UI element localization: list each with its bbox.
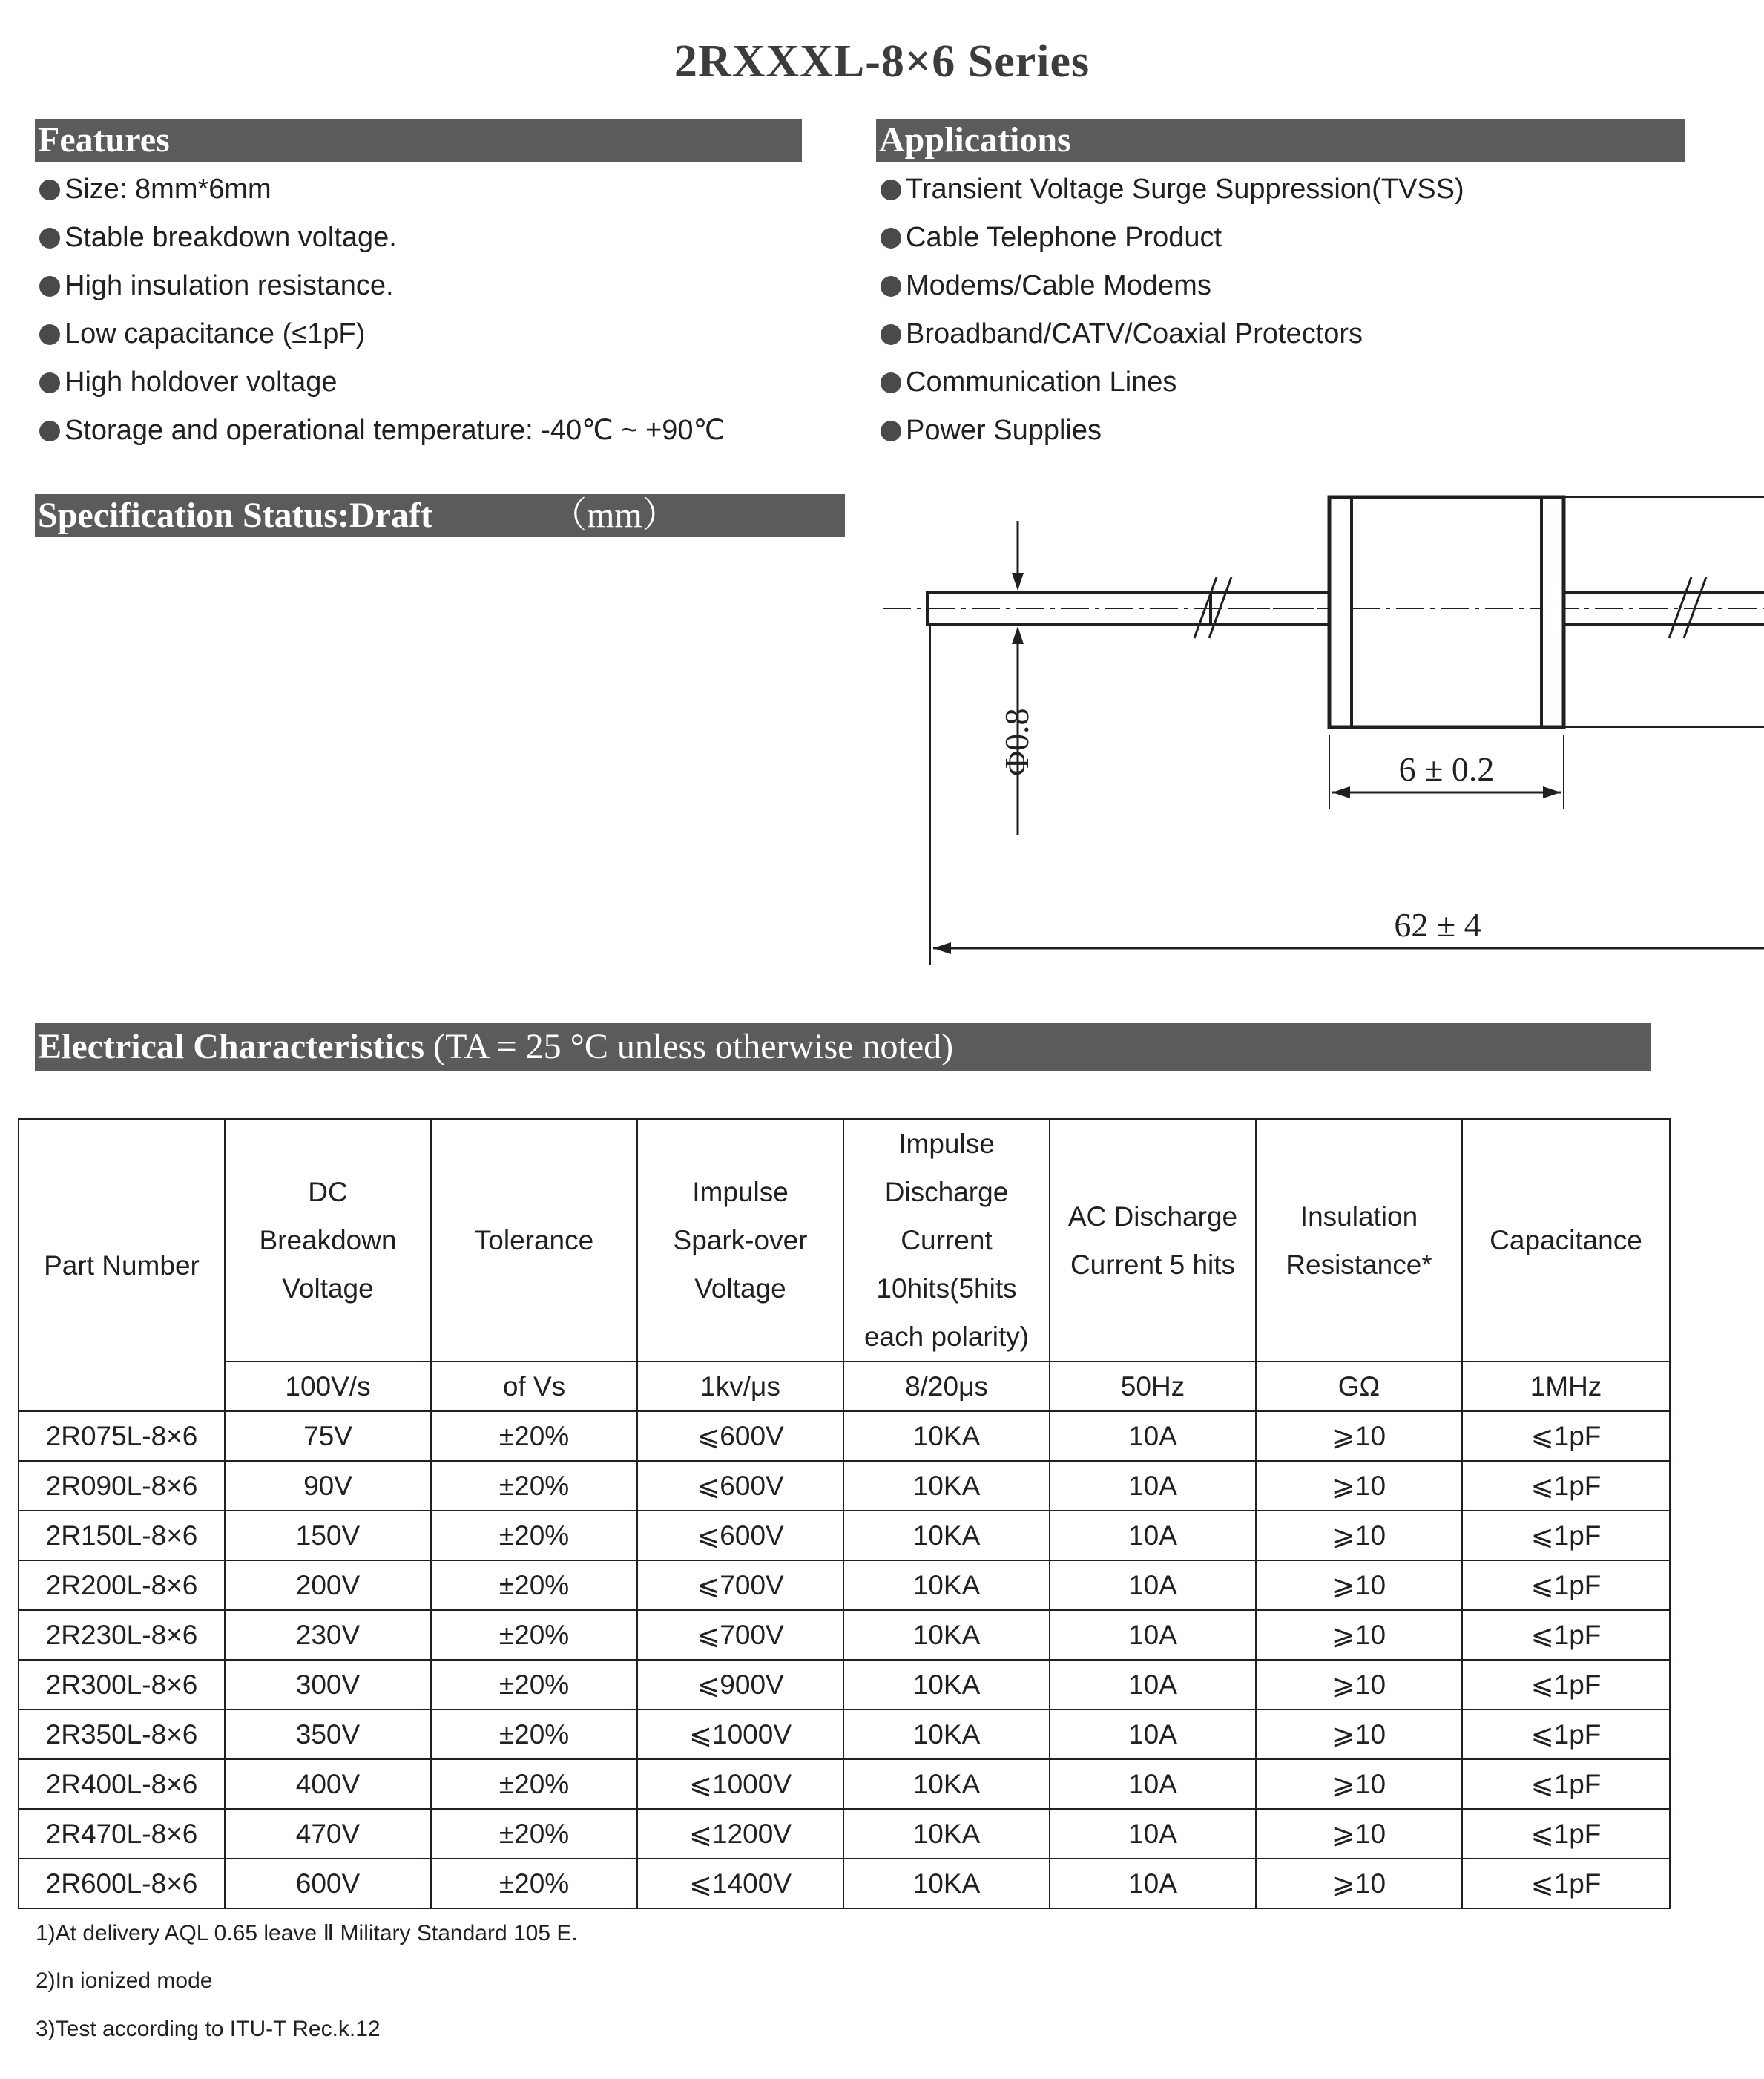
- table-cell: 10KA: [843, 1511, 1050, 1560]
- dimension-drawing: [868, 490, 1764, 979]
- column-header: AC Discharge Current 5 hits: [1050, 1119, 1256, 1362]
- table-cell: ±20%: [431, 1461, 637, 1511]
- specification-heading: Specification Status:Draft （mm）: [35, 494, 845, 537]
- table-cell: 200V: [225, 1560, 431, 1610]
- table-row: [19, 1759, 1670, 1809]
- table-cell: ⩽600V: [637, 1461, 843, 1511]
- table-cell: 10A: [1050, 1560, 1256, 1610]
- table-row: [19, 1560, 1670, 1610]
- unit-cell: 50Hz: [1050, 1362, 1256, 1411]
- table-cell: 10KA: [843, 1709, 1050, 1759]
- table-cell: ⩾10: [1256, 1859, 1462, 1908]
- table-cell: ⩽900V: [637, 1660, 843, 1709]
- total-length-label: 62 ± 4: [1394, 906, 1481, 944]
- footnote-1: 1)At delivery AQL 0.65 leave Ⅱ Military Standard 105 E.: [36, 1921, 578, 1945]
- table-cell: 2R075L-8×6: [19, 1411, 225, 1461]
- bullet-icon: [881, 421, 901, 441]
- table-cell: ⩾10: [1256, 1709, 1462, 1759]
- unit-cell: 1MHz: [1462, 1362, 1670, 1411]
- list-item: Broadband/CATV/Coaxial Protectors: [876, 310, 1464, 358]
- list-item: High insulation resistance.: [35, 262, 725, 310]
- list-item: Modems/Cable Modems: [876, 262, 1464, 310]
- table-cell: ⩽1pF: [1462, 1411, 1670, 1461]
- column-header: Impulse Discharge Current 10hits(5hits each polarity): [843, 1119, 1050, 1362]
- table-cell: ⩾10: [1256, 1560, 1462, 1610]
- table-cell: ⩽600V: [637, 1511, 843, 1560]
- footnote-2: 2)In ionized mode: [36, 1968, 213, 1993]
- table-cell: ±20%: [431, 1411, 637, 1461]
- table-cell: 400V: [225, 1759, 431, 1809]
- table-row: [19, 1461, 1670, 1511]
- list-item: High holdover voltage: [35, 358, 725, 407]
- applications-list: [876, 165, 1464, 455]
- table-cell: 2R200L-8×6: [19, 1560, 225, 1610]
- table-cell: ⩽700V: [637, 1560, 843, 1610]
- table-cell: 10A: [1050, 1461, 1256, 1511]
- bullet-icon: [39, 372, 60, 393]
- table-cell: 10KA: [843, 1411, 1050, 1461]
- table-cell: ⩾10: [1256, 1411, 1462, 1461]
- table-cell: 10KA: [843, 1859, 1050, 1908]
- unit-cell: of Vs: [431, 1362, 637, 1411]
- table-row: [19, 1411, 1670, 1461]
- bullet-icon: [881, 276, 901, 297]
- table-cell: 10KA: [843, 1809, 1050, 1859]
- features-list: [35, 165, 725, 455]
- table-cell: ±20%: [431, 1660, 637, 1709]
- table-cell: 470V: [225, 1809, 431, 1859]
- table-cell: 10KA: [843, 1461, 1050, 1511]
- table-cell: 10KA: [843, 1610, 1050, 1660]
- table-cell: ⩾10: [1256, 1610, 1462, 1660]
- table-cell: 150V: [225, 1511, 431, 1560]
- table-cell: ⩾10: [1256, 1809, 1462, 1859]
- table-cell: 10KA: [843, 1759, 1050, 1809]
- bullet-icon: [39, 180, 60, 200]
- table-cell: ±20%: [431, 1709, 637, 1759]
- bullet-icon: [39, 421, 60, 441]
- table-cell: 10A: [1050, 1709, 1256, 1759]
- column-header: Capacitance: [1462, 1119, 1670, 1362]
- table-cell: 10A: [1050, 1660, 1256, 1709]
- table-cell: 10KA: [843, 1560, 1050, 1610]
- table-cell: 2R400L-8×6: [19, 1759, 225, 1809]
- table-cell: ⩾10: [1256, 1511, 1462, 1560]
- list-item: Cable Telephone Product: [876, 214, 1464, 262]
- table-cell: ⩽1pF: [1462, 1610, 1670, 1660]
- table-cell: ⩽1pF: [1462, 1660, 1670, 1709]
- column-header: Part Number: [19, 1119, 225, 1411]
- table-cell: 2R300L-8×6: [19, 1660, 225, 1709]
- column-header: Tolerance: [431, 1119, 637, 1362]
- bullet-icon: [881, 324, 901, 345]
- list-item: Size: 8mm*6mm: [35, 165, 725, 214]
- table-cell: 300V: [225, 1660, 431, 1709]
- table-cell: ±20%: [431, 1560, 637, 1610]
- table-cell: ⩽1pF: [1462, 1759, 1670, 1809]
- table-cell: 2R150L-8×6: [19, 1511, 225, 1560]
- table-cell: ⩽1000V: [637, 1759, 843, 1809]
- units-row: [19, 1362, 1670, 1411]
- table-cell: 10A: [1050, 1759, 1256, 1809]
- table-row: [19, 1709, 1670, 1759]
- table-cell: ±20%: [431, 1511, 637, 1560]
- table-cell: ⩽700V: [637, 1610, 843, 1660]
- table-body: [19, 1411, 1670, 1908]
- table-cell: 2R470L-8×6: [19, 1809, 225, 1859]
- electrical-condition: (TA = 25 °C unless otherwise noted): [433, 1027, 954, 1066]
- table-row: [19, 1809, 1670, 1859]
- header-row: [19, 1119, 1670, 1362]
- table-cell: 2R230L-8×6: [19, 1610, 225, 1660]
- table-cell: 10A: [1050, 1511, 1256, 1560]
- table-cell: ±20%: [431, 1859, 637, 1908]
- bullet-icon: [39, 228, 60, 249]
- table-cell: 90V: [225, 1461, 431, 1511]
- list-item: Transient Voltage Surge Suppression(TVSS): [876, 165, 1464, 214]
- bullet-icon: [39, 276, 60, 297]
- table-cell: ⩾10: [1256, 1660, 1462, 1709]
- table-row: [19, 1859, 1670, 1908]
- table-cell: 10A: [1050, 1809, 1256, 1859]
- table-cell: ⩽600V: [637, 1411, 843, 1461]
- unit-cell: 1kv/μs: [637, 1362, 843, 1411]
- table-cell: ±20%: [431, 1610, 637, 1660]
- bullet-icon: [881, 372, 901, 393]
- bullet-icon: [881, 180, 901, 200]
- list-item: Storage and operational temperature: -40℃ ~ +90℃: [35, 407, 725, 455]
- electrical-heading: Electrical Characteristics (TA = 25 °C unless otherwise noted): [35, 1023, 1651, 1071]
- list-item: Communication Lines: [876, 358, 1464, 407]
- applications-heading: Applications: [876, 119, 1685, 162]
- lead-diameter-label: Φ0.8: [998, 708, 1036, 776]
- column-header: Insulation Resistance*: [1256, 1119, 1462, 1362]
- table-cell: 75V: [225, 1411, 431, 1461]
- unit-cell: GΩ: [1256, 1362, 1462, 1411]
- bullet-icon: [881, 228, 901, 249]
- table-cell: 2R600L-8×6: [19, 1859, 225, 1908]
- table-cell: 10A: [1050, 1859, 1256, 1908]
- table-cell: ⩽1pF: [1462, 1511, 1670, 1560]
- features-heading: Features: [35, 119, 802, 162]
- table-row: [19, 1610, 1670, 1660]
- table-cell: 350V: [225, 1709, 431, 1759]
- list-item: Stable breakdown voltage.: [35, 214, 725, 262]
- table-cell: ⩽1000V: [637, 1709, 843, 1759]
- table-cell: ±20%: [431, 1809, 637, 1859]
- list-item: Low capacitance (≤1pF): [35, 310, 725, 358]
- column-header: DC Breakdown Voltage: [225, 1119, 431, 1362]
- electrical-characteristics-table: [18, 1118, 1671, 1909]
- table-cell: 10KA: [843, 1660, 1050, 1709]
- unit-cell: 100V/s: [225, 1362, 431, 1411]
- table-cell: ⩾10: [1256, 1461, 1462, 1511]
- table-cell: 230V: [225, 1610, 431, 1660]
- specification-unit: （mm）: [551, 496, 678, 535]
- table-cell: ⩽1pF: [1462, 1560, 1670, 1610]
- column-header: Impulse Spark-over Voltage: [637, 1119, 843, 1362]
- table-cell: 2R090L-8×6: [19, 1461, 225, 1511]
- table-cell: 10A: [1050, 1411, 1256, 1461]
- table-cell: ⩽1pF: [1462, 1709, 1670, 1759]
- table-cell: ⩽1400V: [637, 1859, 843, 1908]
- footnote-3: 3)Test according to ITU-T Rec.k.12: [36, 2017, 381, 2041]
- table-cell: ⩽1pF: [1462, 1461, 1670, 1511]
- device-body: [1329, 497, 1564, 727]
- table-cell: 600V: [225, 1859, 431, 1908]
- list-item: Power Supplies: [876, 407, 1464, 455]
- bullet-icon: [39, 324, 60, 345]
- table-cell: ⩽1pF: [1462, 1859, 1670, 1908]
- table-row: [19, 1660, 1670, 1709]
- table-row: [19, 1511, 1670, 1560]
- table-cell: ⩽1pF: [1462, 1809, 1670, 1859]
- table-cell: ⩾10: [1256, 1759, 1462, 1809]
- table-cell: 2R350L-8×6: [19, 1709, 225, 1759]
- table-cell: ⩽1200V: [637, 1809, 843, 1859]
- body-length-label: 6 ± 0.2: [1398, 750, 1495, 788]
- document-title: 2RXXXL-8×6 Series: [674, 36, 1090, 87]
- table-cell: ±20%: [431, 1759, 637, 1809]
- table-cell: 10A: [1050, 1610, 1256, 1660]
- unit-cell: 8/20μs: [843, 1362, 1050, 1411]
